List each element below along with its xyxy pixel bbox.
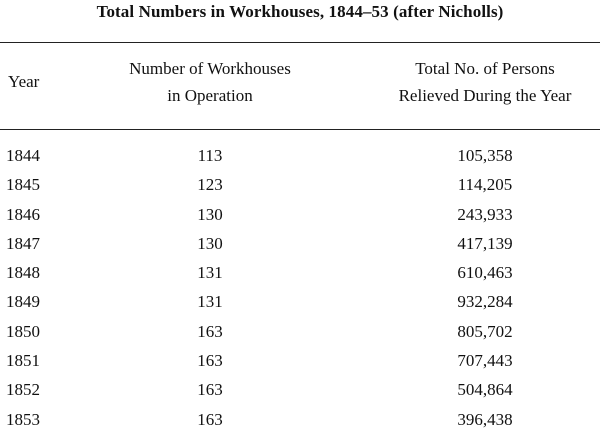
cell-relieved: 105,358 <box>457 146 513 165</box>
header-top-rule <box>0 42 600 43</box>
cell-year: 1844 <box>6 146 40 165</box>
cell-year: 1846 <box>6 204 40 224</box>
column-header-workhouses-line2: in Operation <box>167 86 253 105</box>
cell-workhouses: 123 <box>197 175 223 195</box>
cell-workhouses: 163 <box>197 351 223 371</box>
cell-year: 1845 <box>6 175 40 195</box>
cell-year: 1847 <box>6 233 40 253</box>
column-header-year-label: Year <box>8 72 40 91</box>
table-body <box>0 141 600 434</box>
cell-workhouses: 163 <box>197 321 223 341</box>
column-header-relieved <box>370 55 600 109</box>
cell-workhouses: 163 <box>197 380 223 400</box>
cell-relieved: 707,443 <box>457 351 513 371</box>
cell-relieved: 805,702 <box>457 321 513 341</box>
cell-workhouses: 130 <box>197 204 223 224</box>
cell-year: 1853 <box>6 409 40 429</box>
cell-year: 1848 <box>6 263 40 283</box>
cell-relieved: 396,438 <box>457 409 513 429</box>
column-header-workhouses-line1: Number of Workhouses <box>129 59 291 78</box>
column-header-relieved-line2: Relieved During the Year <box>398 86 572 105</box>
column-header-year <box>8 68 39 95</box>
table-row <box>0 317 600 346</box>
cell-workhouses: 113 <box>197 146 223 165</box>
cell-relieved: 610,463 <box>457 263 513 283</box>
cell-year: 1851 <box>6 351 40 371</box>
table-row <box>0 405 600 434</box>
table-row <box>0 258 600 287</box>
table-row <box>0 287 600 316</box>
cell-year: 1852 <box>6 380 40 400</box>
cell-year: 1850 <box>6 321 40 341</box>
table-row <box>0 229 600 258</box>
cell-year: 1849 <box>6 292 40 312</box>
header-bottom-rule <box>0 129 600 130</box>
table-row <box>0 170 600 199</box>
cell-workhouses: 163 <box>197 409 223 429</box>
table-row <box>0 200 600 229</box>
cell-relieved: 243,933 <box>457 204 513 224</box>
column-header-relieved-line1: Total No. of Persons <box>415 59 555 78</box>
table-row <box>0 346 600 375</box>
column-header-workhouses <box>80 55 340 109</box>
table-row <box>0 141 600 170</box>
cell-relieved: 504,864 <box>457 380 513 400</box>
cell-workhouses: 131 <box>197 292 223 312</box>
cell-relieved: 417,139 <box>457 233 513 253</box>
cell-relieved: 932,284 <box>457 292 513 312</box>
cell-relieved: 114,205 <box>457 175 513 195</box>
table-title: Total Numbers in Workhouses, 1844–53 (after Nicholls) <box>96 2 504 21</box>
table-row <box>0 375 600 404</box>
cell-workhouses: 131 <box>197 263 223 283</box>
cell-workhouses: 130 <box>197 233 223 253</box>
